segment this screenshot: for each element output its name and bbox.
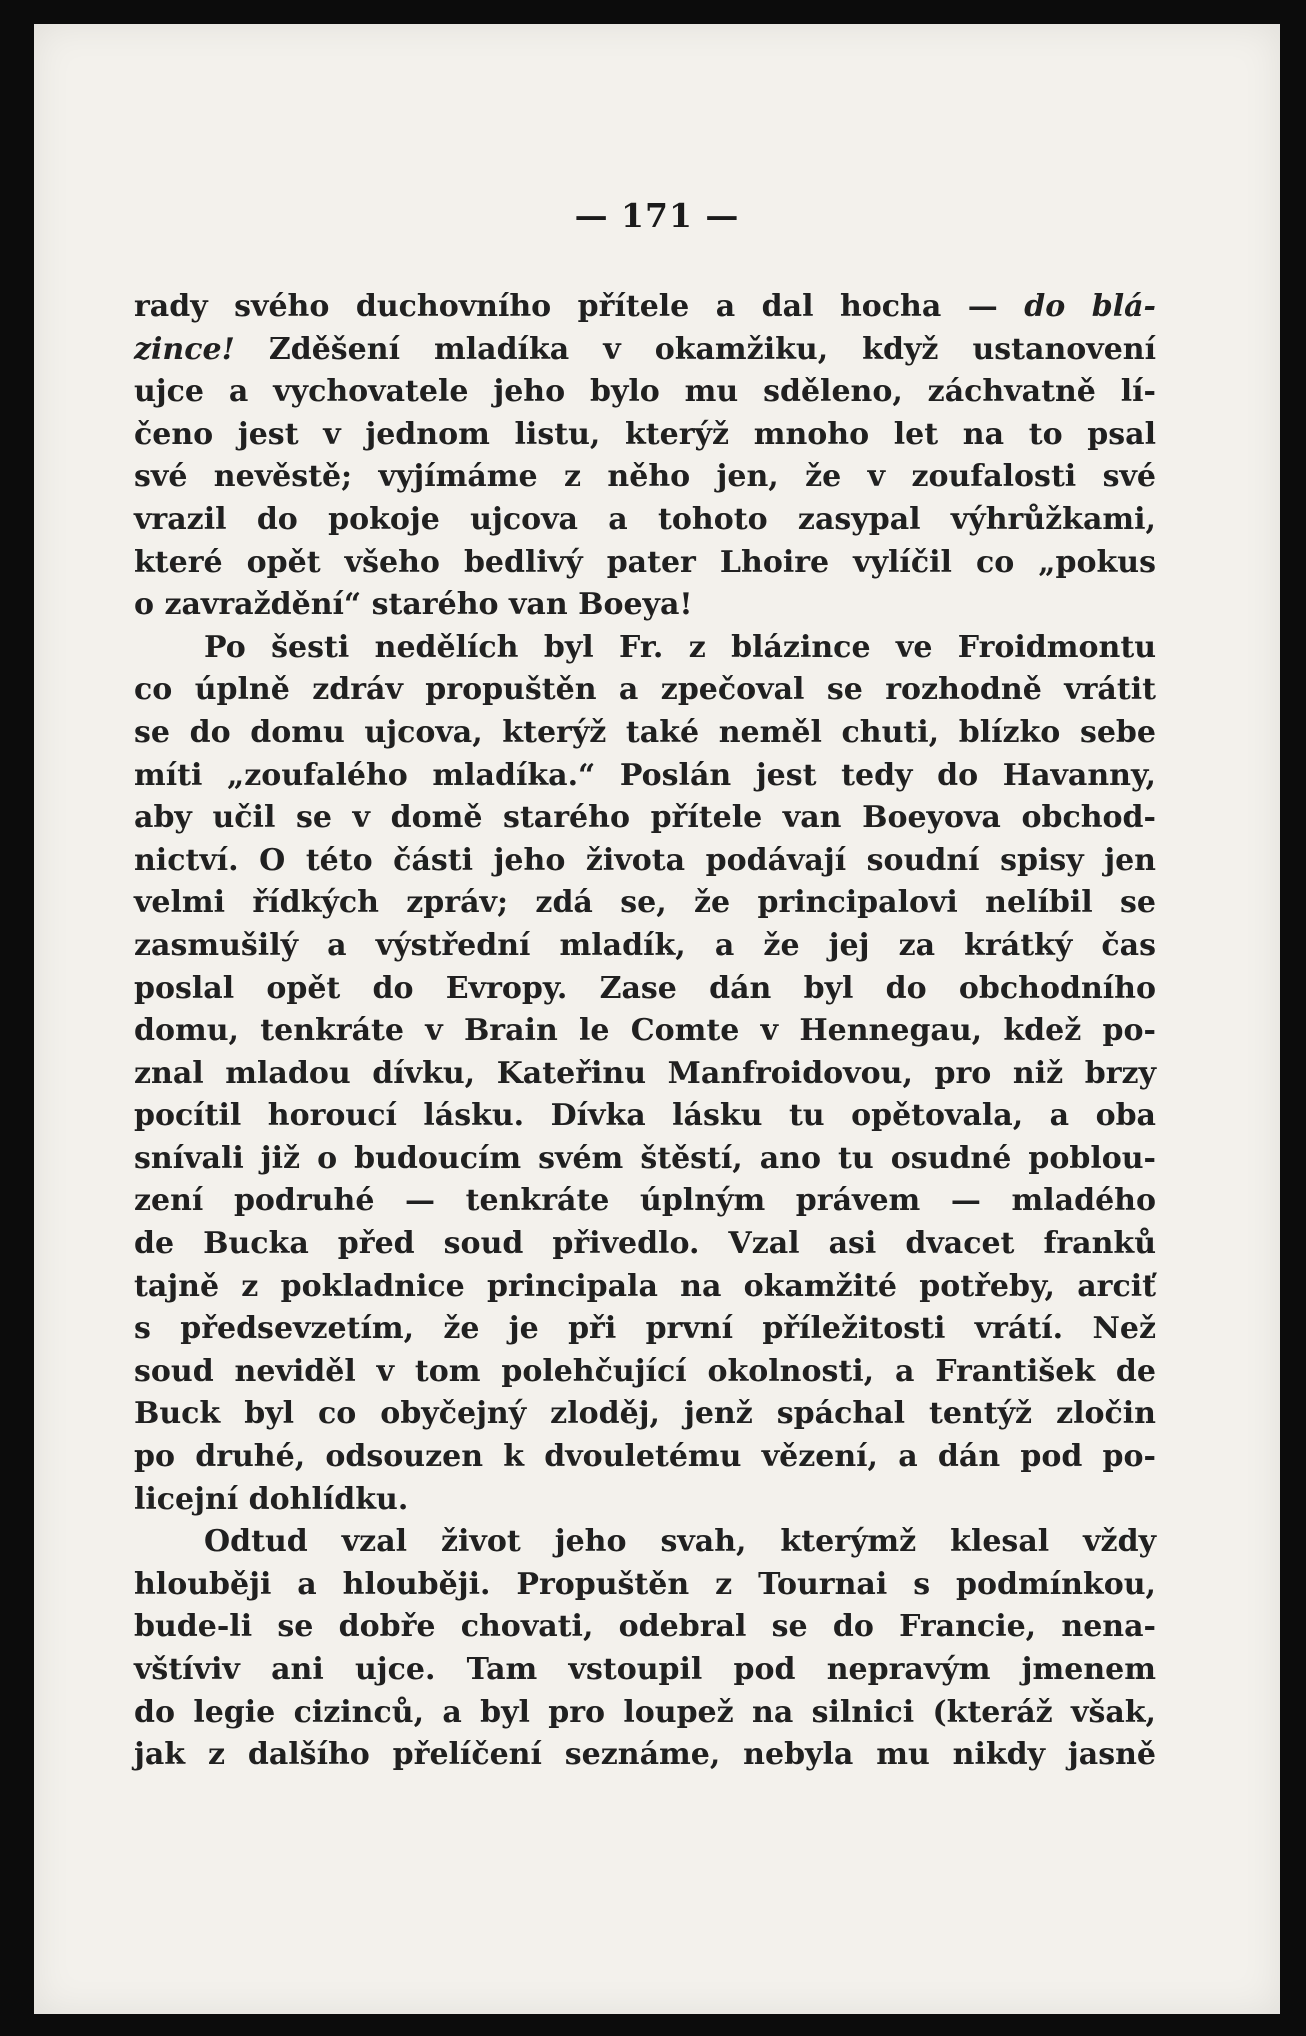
text-line xyxy=(134,669,1156,712)
text-line xyxy=(134,499,1156,542)
text-line xyxy=(134,840,1156,883)
text-line xyxy=(134,1351,1156,1394)
text-run: své nevěstě; vyjímáme z něho jen, že v zoufalosti své xyxy=(134,459,1156,495)
text-line xyxy=(134,286,1156,329)
text-line xyxy=(134,882,1156,925)
text-run: s předsevzetím, že je při první příležitosti vrátí. Než xyxy=(134,1311,1156,1347)
text-run: velmi řídkých zpráv; zdá se, že principalovi nelíbil se xyxy=(134,885,1156,921)
italic-text-run: do blá- xyxy=(1024,289,1156,324)
text-line xyxy=(134,925,1156,968)
book-page xyxy=(34,24,1280,2014)
text-line xyxy=(134,1010,1156,1053)
page-number: — 171 — xyxy=(574,196,740,235)
text-line xyxy=(134,1734,1156,1777)
text-line xyxy=(134,1223,1156,1266)
text-run: zasmušilý a výstřední mladík, a že jej za krátký čas xyxy=(134,927,1156,963)
text-line xyxy=(134,329,1156,372)
text-run: Buck byl co obyčejný zloděj, jenž spáchal tentýž zločin xyxy=(134,1396,1156,1432)
text-run: pocítil horoucí lásku. Dívka lásku tu opětovala, a oba xyxy=(134,1098,1156,1134)
text-line xyxy=(134,712,1156,755)
text-line xyxy=(134,1266,1156,1309)
text-run: o zavraždění“ starého van Boeya! xyxy=(134,587,693,623)
text-run: aby učil se v domě starého přítele van Boeyova obchod- xyxy=(134,800,1156,836)
text-run: čeno jest v jednom listu, kterýž mnoho let na to psal xyxy=(134,416,1156,452)
text-line xyxy=(134,1180,1156,1223)
text-run: Odtud vzal život jeho svah, kterýmž klesal vždy xyxy=(204,1524,1156,1560)
text-line xyxy=(134,968,1156,1011)
text-line xyxy=(134,1606,1156,1649)
text-run: Zděšení mladíka v okamžiku, když ustanovení xyxy=(234,331,1156,367)
text-run: znal mladou dívku, Kateřinu Manfroidovou, pro niž brzy xyxy=(134,1055,1156,1091)
text-run: ujce a vychovatele jeho bylo mu sděleno, záchvatně lí- xyxy=(134,374,1156,410)
text-run: licejní dohlídku. xyxy=(134,1481,409,1517)
text-run: domu, tenkráte v Brain le Comte v Hennegau, kdež po- xyxy=(134,1013,1156,1049)
body-text xyxy=(134,286,1156,1777)
text-line xyxy=(134,414,1156,457)
text-run: se do domu ujcova, kterýž také neměl chuti, blízko sebe xyxy=(134,714,1156,750)
text-run: míti „zoufalého mladíka.“ Poslán jest tedy do Havanny, xyxy=(134,757,1156,793)
text-line xyxy=(134,1053,1156,1096)
text-run: po druhé, odsouzen k dvouletému vězení, a dán pod po- xyxy=(134,1439,1156,1475)
text-line xyxy=(134,797,1156,840)
text-line xyxy=(134,584,1156,627)
text-line xyxy=(134,1138,1156,1181)
text-run: do legie cizinců, a byl pro loupež na silnici (kteráž však, xyxy=(134,1694,1156,1730)
text-line xyxy=(134,1521,1156,1564)
text-run: poslal opět do Evropy. Zase dán byl do obchodního xyxy=(134,970,1156,1006)
text-run: de Bucka před soud přivedlo. Vzal asi dvacet franků xyxy=(134,1226,1156,1262)
text-line xyxy=(134,1649,1156,1692)
text-run: snívali již o budoucím svém štěstí, ano tu osudné poblou- xyxy=(134,1140,1156,1176)
text-line xyxy=(134,755,1156,798)
italic-text-run: zince! xyxy=(134,331,235,367)
text-line xyxy=(134,1564,1156,1607)
text-run: Po šesti nedělích byl Fr. z blázince ve Froidmontu xyxy=(204,629,1156,665)
text-run: co úplně zdráv propuštěn a zpečoval se rozhodně vrátit xyxy=(134,672,1156,708)
text-run: soud neviděl v tom polehčující okolnosti, a František de xyxy=(134,1353,1156,1389)
text-line xyxy=(134,1479,1156,1522)
text-line xyxy=(134,1393,1156,1436)
text-line xyxy=(134,456,1156,499)
text-run: jak z dalšího přelíčení seznáme, nebyla mu nikdy jasně xyxy=(134,1737,1156,1773)
text-line xyxy=(134,627,1156,670)
text-line xyxy=(134,1436,1156,1479)
text-line xyxy=(134,371,1156,414)
text-run: bude-li se dobře chovati, odebral se do Francie, nena- xyxy=(134,1609,1156,1645)
text-line xyxy=(134,1692,1156,1735)
text-run: které opět všeho bedlivý pater Lhoire vylíčil co „pokus xyxy=(134,544,1156,580)
text-run: tajně z pokladnice principala na okamžité potřeby, arciť xyxy=(134,1268,1156,1304)
text-run: rady svého duchovního přítele a dal hocha — xyxy=(134,289,1025,324)
text-run: vštíviv ani ujce. Tam vstoupil pod nepravým jmenem xyxy=(134,1652,1156,1687)
text-run: hlouběji a hlouběji. Propuštěn z Tournai s podmínkou, xyxy=(134,1566,1156,1602)
text-line xyxy=(134,542,1156,585)
text-run: zení podruhé — tenkráte úplným právem — mladého xyxy=(134,1183,1156,1219)
text-run: nictví. O této části jeho života podávají soudní spisy jen xyxy=(134,842,1156,878)
text-line xyxy=(134,1095,1156,1138)
text-run: vrazil do pokoje ujcova a tohoto zasypal výhrůžkami, xyxy=(134,501,1156,537)
text-line xyxy=(134,1308,1156,1351)
